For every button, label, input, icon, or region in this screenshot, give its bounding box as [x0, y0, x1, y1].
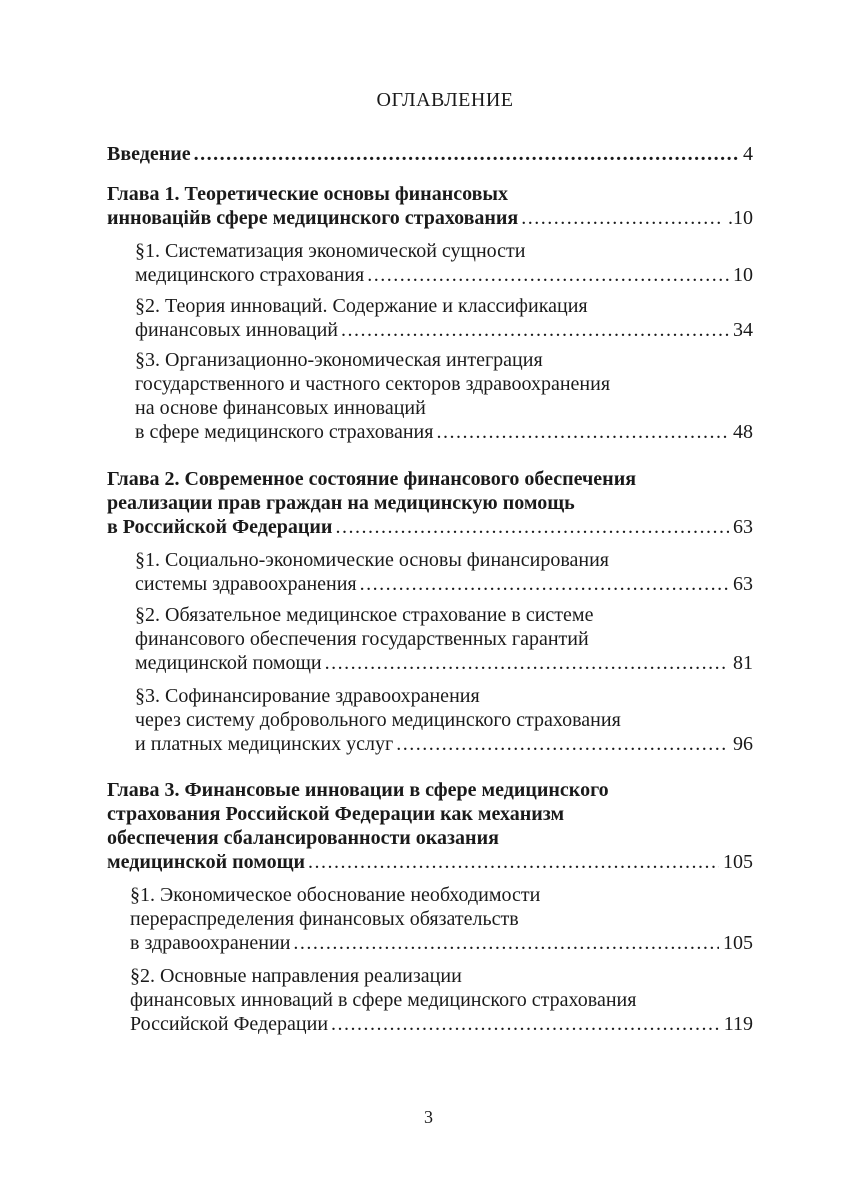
toc-entry-line: Глава 3. Финансовые инновации в сфере медицинского	[107, 779, 609, 801]
toc-entry-intro[interactable]	[107, 142, 753, 166]
toc-entry-section-3-1[interactable]	[130, 883, 753, 955]
dot-leader	[335, 515, 729, 539]
toc-page-number: 34	[733, 319, 753, 341]
toc-entry-line: реализации прав граждан на медицинскую помощь	[107, 492, 575, 514]
toc-entry-line: Глава 2. Современное состояние финансового обеспечения	[107, 468, 637, 490]
toc-page-number: 119	[723, 1013, 753, 1035]
toc-entry-line: медицинского страхования	[135, 264, 365, 286]
dot-leader	[521, 206, 724, 230]
toc-entry-section-3-2[interactable]	[130, 964, 753, 1036]
toc-entry-line: на основе финансовых инноваций	[135, 397, 426, 419]
toc-entry-line: §3. Софинансирование здравоохранения	[135, 685, 480, 707]
toc-entry-label: Введение	[107, 143, 191, 165]
toc-entry-line: в здравоохранении	[130, 932, 291, 954]
toc-entry-line: через систему добровольного медицинского страхования	[135, 709, 621, 731]
toc-entry-section-2-2[interactable]	[135, 603, 753, 675]
toc-entry-line: Глава 1. Теоретические основы финансовых	[107, 183, 509, 205]
toc-page-number: 105	[723, 851, 753, 873]
dot-leader	[308, 850, 719, 874]
toc-entry-line: §3. Организационно-экономическая интеграция	[135, 349, 543, 371]
toc-entry-line: §1. Социально-экономические основы финансирования	[135, 549, 609, 571]
toc-entry-section-2-3[interactable]	[135, 684, 753, 756]
toc-page-number: .10	[728, 207, 753, 229]
toc-entry-line: финансовых инноваций	[135, 319, 338, 341]
toc-entry-line: §2. Обязательное медицинское страхование в системе	[135, 604, 594, 626]
toc-title: ОГЛАВЛЕНИЕ	[376, 89, 514, 111]
toc-page-number: 48	[733, 421, 753, 443]
toc-entry-line: страхования Российской Федерации как механизм	[107, 803, 565, 825]
dot-leader	[396, 732, 729, 756]
toc-entry-line: финансового обеспечения государственных гарантий	[135, 628, 589, 650]
toc-entry-line: системы здравоохранения	[135, 573, 357, 595]
dot-leader	[325, 651, 729, 675]
toc-page-number: 96	[733, 733, 753, 755]
toc-entry-line: в Российской Федерации	[107, 516, 333, 538]
toc-page-number: 63	[733, 573, 753, 595]
dot-leader	[341, 318, 729, 342]
toc-entry-chapter-3[interactable]	[107, 778, 753, 874]
toc-entry-section-1-2[interactable]	[135, 294, 753, 342]
dot-leader	[367, 263, 729, 287]
toc-entry-section-2-1[interactable]	[135, 548, 753, 596]
toc-entry-line: Российской Федерации	[130, 1013, 329, 1035]
toc-entry-line: §2. Основные направления реализации	[130, 965, 462, 987]
dot-leader	[293, 931, 719, 955]
toc-entry-chapter-1[interactable]	[107, 182, 753, 230]
toc-entry-line: инноваційв сфере медицинского страхования	[107, 207, 519, 229]
toc-entry-line: §2. Теория инноваций. Содержание и классификация	[135, 295, 588, 317]
toc-page-number: 105	[723, 932, 753, 954]
toc-page-number: 4	[743, 143, 753, 165]
page-number: 3	[424, 1107, 433, 1127]
toc-entry-line: государственного и частного секторов здравоохранения	[135, 373, 611, 395]
toc-entry-line: обеспечения сбалансированности оказания	[107, 827, 499, 849]
toc-entry-line: медицинской помощи	[107, 851, 306, 873]
toc-page-number: 63	[733, 516, 753, 538]
dot-leader	[436, 420, 729, 444]
toc-entry-line: §1. Экономическое обоснование необходимости	[130, 884, 541, 906]
toc-entry-section-1-1[interactable]	[135, 239, 753, 287]
toc-entry-line: в сфере медицинского страхования	[135, 421, 434, 443]
toc-entry-line: §1. Систематизация экономической сущности	[135, 240, 526, 262]
dot-leader	[360, 572, 729, 596]
toc-entry-line: финансовых инноваций в сфере медицинского страхования	[130, 989, 637, 1011]
dot-leader	[331, 1012, 720, 1036]
dot-leader	[194, 142, 739, 166]
toc-entry-line: медицинской помощи	[135, 652, 322, 674]
toc-entry-line: перераспределения финансовых обязательств	[130, 908, 519, 930]
toc-entry-line: и платных медицинских услуг	[135, 733, 394, 755]
toc-page-number: 10	[733, 264, 753, 286]
toc-page-number: 81	[733, 652, 753, 674]
toc-entry-section-1-3[interactable]	[135, 348, 753, 444]
toc-entry-chapter-2[interactable]	[107, 467, 753, 539]
